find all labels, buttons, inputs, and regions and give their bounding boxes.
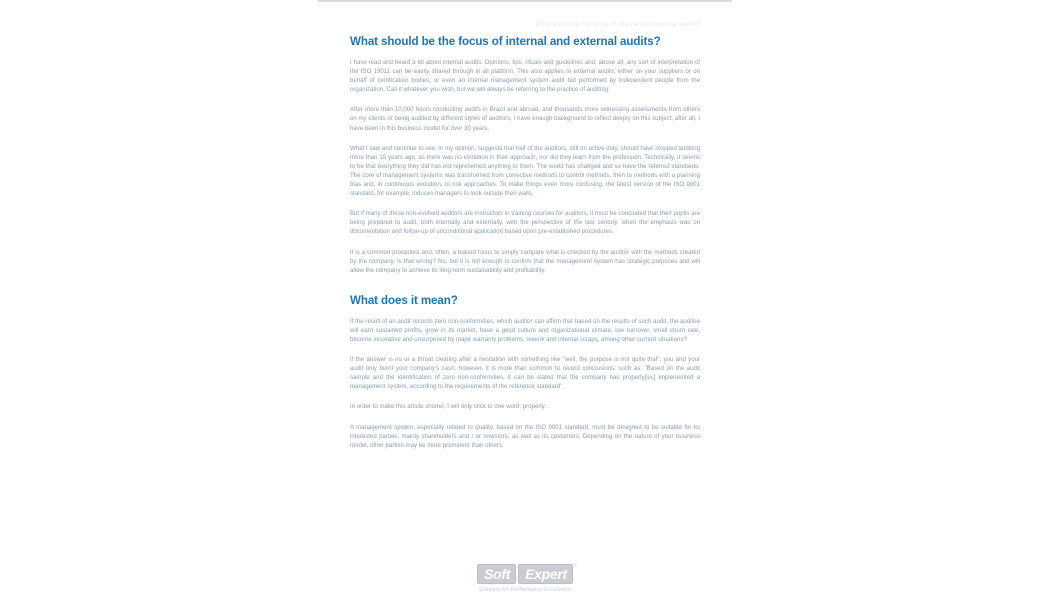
softexpert-logo-mark [477, 563, 577, 584]
page-inner [318, 2, 732, 600]
footer-logo [318, 564, 732, 593]
running-head: What should be the focus of internal and external audits? [535, 21, 700, 28]
document-page [318, 0, 732, 600]
paragraph: It is a common procedure and, often, a biased focus to simply compare what is checked by the auditor with the methods created by the company. Is that wrong? No, but it is not enough to confirm that the management system has strategic purposes and will allow the company to achieve its long-term sustainability and profitability. [350, 249, 700, 274]
paragraph: After more than 10,000 hours conducting audits in Brazil and abroad, and thousands more witnessing assessments from others on my clients or being audited by different styles of auditors, I have enough background to reflect deeply on this subject, after all, I have been in this business model for over 30 years. [350, 107, 700, 132]
logo-tagline: Software for Performance Excellence [478, 587, 572, 593]
page-title: What should be the focus of internal and external audits? [350, 35, 661, 48]
paragraph: I have read and heard a lot about internal audits. Opinions, tips, rituals and guidelines and, above all, any sort of interpretation of the ISO 19011 can be easily shared through in all platform. This also applies to external audits, either on your suppliers or on behalf of certification bodies, or even an internal management system audit but performed by independent people from the organization. Call it whatever you wish, but we will always be referring to the practice of auditing. [350, 60, 700, 94]
logo-word-expert: Expert [518, 564, 573, 584]
section-heading: What does it mean? [350, 293, 458, 307]
paragraph: What I saw and continue to see, in my opinion, suggests that half of the auditors, still on active duty, should have stopped auditing more than 15 years ago, as there was no evolution in their approach, nor did they learn from the profession. Technically, it seems to be that everything they did has not represented anything to them. The world has changed and so have the referred standards. The core of management systems was transformed from corrective methods to control methods, then to methods with a planning bias and, in continuous evolution, to risk approaches. To make things even more confusing, the latest version of the ISO 9001 standard, for example, induces managers to look outside their walls. [350, 145, 700, 198]
paragraph: A management system, especially related to quality, based on the ISO 9001 standard, must be designed to be suitable for its interested parties, mainly shareholders and / or investors, as well as its customers. Depending on the nature of your business model, other parties may be more prominent than others. [350, 424, 700, 449]
paragraph: In order to make this article shorter, I will only stick to one word: properly. [350, 404, 547, 411]
paragraph: If the result of an audit records zero non-conformities, which auditor can affirm that based on the results of such audit, the auditee will earn sustained profits, grow in its market, have a good culture and organizational climate, low turnover, small churn rate, become innovative and unsurprised by major warranty problems, rework and internal scraps, among other current situations? [350, 318, 700, 343]
document-content [350, 35, 700, 451]
trademark-icon: ® [573, 563, 577, 569]
paragraph: If the answer is no or a throat clearing after a hesitation with something like "well, the purpose is not quite that", you and your audit only burnt your company's cash, however, it is more than common to record conclusions, such as: "Based on the audit sample and the identification of zero non-conformities, it can be stated that the company has properly[sic] implemented a management system, according to the requirements of the reference standard". [350, 357, 700, 391]
logo-word-soft: Soft [477, 564, 516, 584]
paragraph: But if many of these non-evolved auditors are instructors in training courses for auditors, it must be concluded that their pupils are being prepared to audit, both internally and externally, with the perspective of the last century, when the emphasis was on documentation and follow-up of unconditional application based upon pre-established procedures. [350, 211, 700, 236]
